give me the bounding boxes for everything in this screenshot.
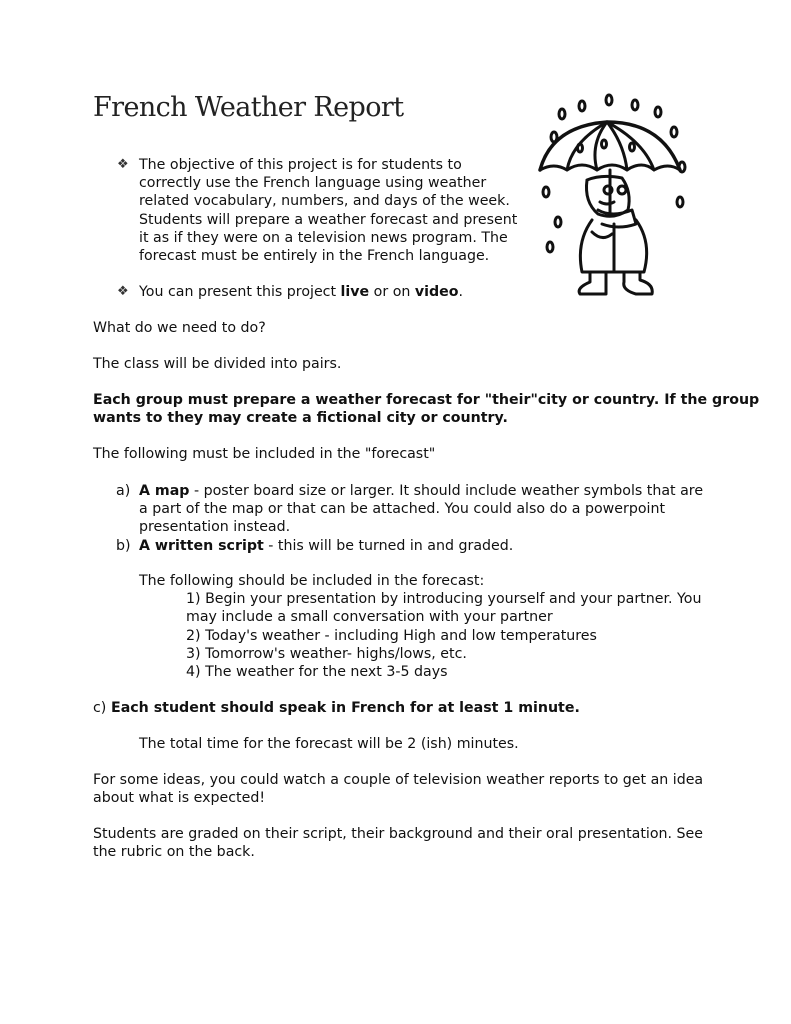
ideas-line: about what is expected!	[93, 790, 266, 806]
forecast-item: 4) The weather for the next 3-5 days	[186, 664, 448, 680]
included-intro: The following must be included in the "forecast"	[93, 446, 436, 462]
text-line: forecast must be entirely in the French language.	[139, 248, 490, 264]
forecast-item: 3) Tomorrow's weather- highs/lows, etc.	[186, 646, 467, 662]
item-a-line	[139, 482, 703, 500]
item-a-line: presentation instead.	[139, 519, 291, 535]
group-instruction-line: Each group must prepare a weather forecast for "their"city or country. If the group	[93, 392, 760, 408]
video-label: video	[414, 284, 459, 300]
item-b-label: b)	[116, 538, 131, 554]
total-time-line: The total time for the forecast will be 2 (ish) minutes.	[139, 736, 519, 752]
ideas-line: For some ideas, you could watch a couple of television weather reports to get an idea	[93, 772, 704, 788]
forecast-item: 2) Today's weather - including High and low temperatures	[186, 628, 597, 644]
forecast-item: 1) Begin your presentation by introducing yourself and your partner. You	[186, 591, 702, 607]
text-span: or on	[369, 284, 415, 300]
text-line: The objective of this project is for students to	[139, 157, 462, 173]
grading-line: the rubric on the back.	[93, 844, 255, 860]
text-span: You can present this project	[139, 284, 341, 300]
forecast-item: may include a small conversation with your partner	[186, 609, 553, 625]
forecast-intro: The following should be included in the forecast:	[139, 573, 485, 589]
page-title: French Weather Report	[93, 92, 404, 123]
text-span: .	[458, 284, 464, 300]
text-line: correctly use the French language using weather	[139, 175, 487, 191]
live-label: live	[340, 284, 370, 300]
item-a-label: a)	[116, 483, 131, 499]
text-line: related vocabulary, numbers, and days of the week.	[139, 193, 510, 209]
question-line: What do we need to do?	[93, 320, 266, 336]
grading-line: Students are graded on their script, their background and their oral presentation. See	[93, 826, 703, 842]
text-line: it as if they were on a television news program. The	[139, 230, 508, 246]
text-span: - this will be turned in and graded.	[263, 538, 514, 554]
pairs-line: The class will be divided into pairs.	[93, 356, 342, 372]
bullet-diamond-icon: ❖	[117, 284, 129, 299]
script-title: A written script	[139, 538, 264, 554]
map-title: A map	[139, 483, 190, 499]
presentation-mode-line	[139, 283, 463, 301]
text-line: Students will prepare a weather forecast and present	[139, 212, 518, 228]
item-c-label: c)	[93, 700, 107, 716]
bullet-diamond-icon: ❖	[117, 157, 129, 172]
text-span: - poster board size or larger. It should include weather symbols that are	[189, 483, 704, 499]
umbrella-rain-illustration	[532, 92, 692, 297]
item-b-line	[139, 537, 513, 555]
item-a-line: a part of the map or that can be attached. You could also do a powerpoint	[139, 501, 666, 517]
item-c-line: Each student should speak in French for at least 1 minute.	[111, 700, 580, 716]
group-instruction-line: wants to they may create a fictional city or country.	[93, 410, 508, 426]
